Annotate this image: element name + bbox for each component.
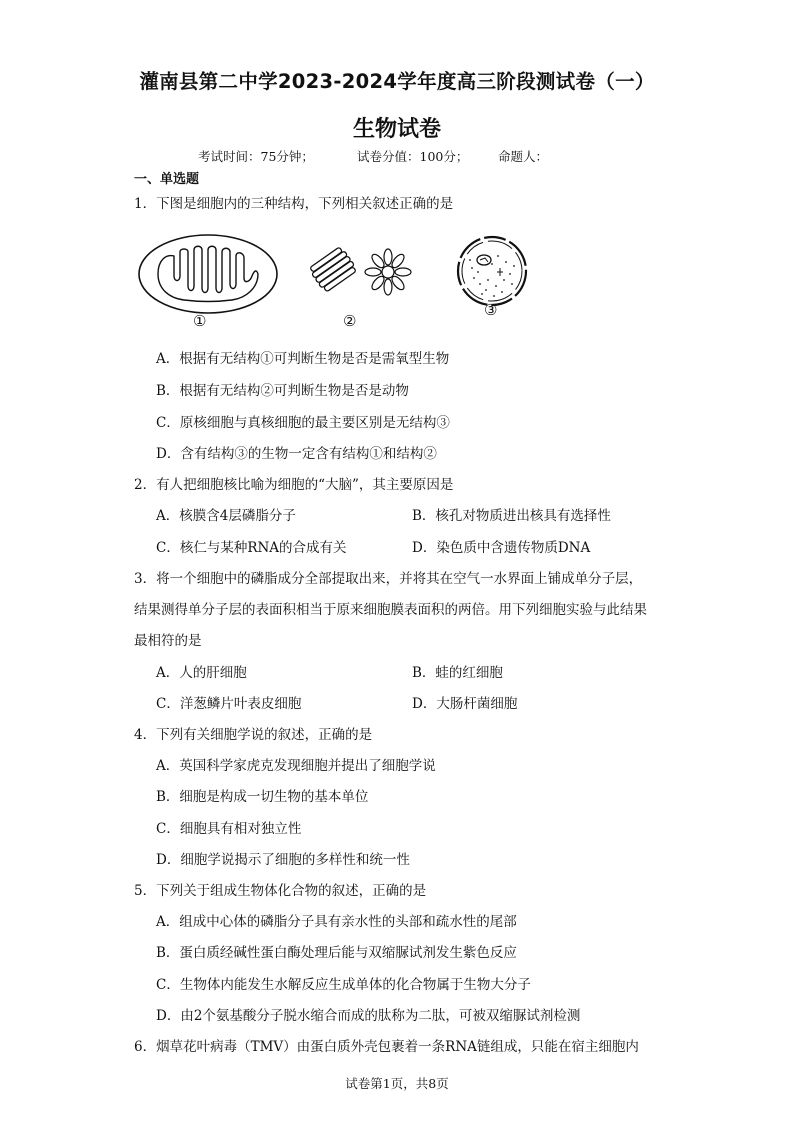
figure-label-1: ① <box>193 312 207 330</box>
question-3-option-a[interactable]: A．人的肝细胞 <box>156 665 247 681</box>
question-5-option-a[interactable]: A．组成中心体的磷脂分子具有亲水性的头部和疏水性的尾部 <box>156 914 517 930</box>
question-3-option-d[interactable]: D．大肠杆菌细胞 <box>412 696 518 712</box>
question-5-option-b[interactable]: B．蛋白质经碱性蛋白酶处理后能与双缩脲试剂发生紫色反应 <box>156 945 517 961</box>
question-2-option-d[interactable]: D．染色质中含遗传物质DNA <box>412 540 591 556</box>
question-5-option-c[interactable]: C．生物体内能发生水解反应生成单体的化合物属于生物大分子 <box>156 977 531 993</box>
figure-label-2: ② <box>343 312 357 330</box>
exam-subtitle: 生物试卷 <box>352 117 441 142</box>
question-2-stem: 2．有人把细胞核比喻为细胞的“大脑”，其主要原因是 <box>134 477 454 493</box>
question-4-option-a[interactable]: A．英国科学家虎克发现细胞并提出了细胞学说 <box>156 758 436 774</box>
exam-title: 灌南县第二中学2023-2024学年度高三阶段测试卷（一） <box>139 70 655 93</box>
page-footer: 试卷第1页，共8页 <box>345 1076 449 1091</box>
question-3-option-b[interactable]: B．蛙的红细胞 <box>412 665 503 681</box>
question-3-stem-line-1: 3．将一个细胞中的磷脂成分全部提取出来，并将其在空气一水界面上铺成单分子层， <box>134 571 643 587</box>
question-6-stem: 6．烟草花叶病毒（TMV）由蛋白质外壳包裹着一条RNA链组成，只能在宿主细胞内 <box>134 1039 639 1055</box>
question-1-option-a[interactable]: A．根据有无结构①可判断生物是否是需氧型生物 <box>156 351 450 367</box>
question-1-option-b[interactable]: B．根据有无结构②可判断生物是否是动物 <box>156 383 409 399</box>
question-1-stem: 1．下图是细胞内的三种结构，下列相关叙述正确的是 <box>134 196 454 212</box>
question-2-option-c[interactable]: C．核仁与某种RNA的合成有关 <box>156 540 347 556</box>
mitochondrion-figure <box>136 232 280 316</box>
centriole-figure <box>302 238 420 304</box>
section-heading: 一、单选题 <box>134 172 200 187</box>
question-3-option-c[interactable]: C．洋葱鳞片叶表皮细胞 <box>156 696 302 712</box>
question-4-option-c[interactable]: C．细胞具有相对独立性 <box>156 821 302 837</box>
question-2-option-b[interactable]: B．核孔对物质进出核具有选择性 <box>412 508 611 524</box>
question-4-option-b[interactable]: B．细胞是构成一切生物的基本单位 <box>156 789 369 805</box>
question-1-option-c[interactable]: C．原核细胞与真核细胞的最主要区别是无结构③ <box>156 415 450 431</box>
question-3-stem-line-3: 最相符的是 <box>134 633 202 649</box>
exam-time: 考试时间：75分钟； <box>198 149 314 164</box>
question-3-stem-line-2: 结果测得单分子层的表面积相当于原来细胞膜表面积的两倍。用下列细胞实验与此结果 <box>134 602 647 618</box>
figure-label-3: ③ <box>484 301 498 319</box>
question-2-option-a[interactable]: A．核膜含4层磷脂分子 <box>156 508 296 524</box>
question-4-option-d[interactable]: D．细胞学说揭示了细胞的多样性和统一性 <box>156 852 410 868</box>
question-5-option-d[interactable]: D．由2个氨基酸分子脱水缩合而成的肽称为二肽，可被双缩脲试剂检测 <box>156 1008 581 1024</box>
exam-score: 试卷分值：100分； <box>357 149 469 164</box>
nucleus-figure <box>452 234 532 308</box>
question-5-stem: 5．下列关于组成生物体化合物的叙述，正确的是 <box>134 883 427 899</box>
question-4-stem: 4．下列有关细胞学说的叙述，正确的是 <box>134 727 373 743</box>
question-1-option-d[interactable]: D．含有结构③的生物一定含有结构①和结构② <box>156 446 437 462</box>
exam-author: 命题人： <box>498 149 549 164</box>
